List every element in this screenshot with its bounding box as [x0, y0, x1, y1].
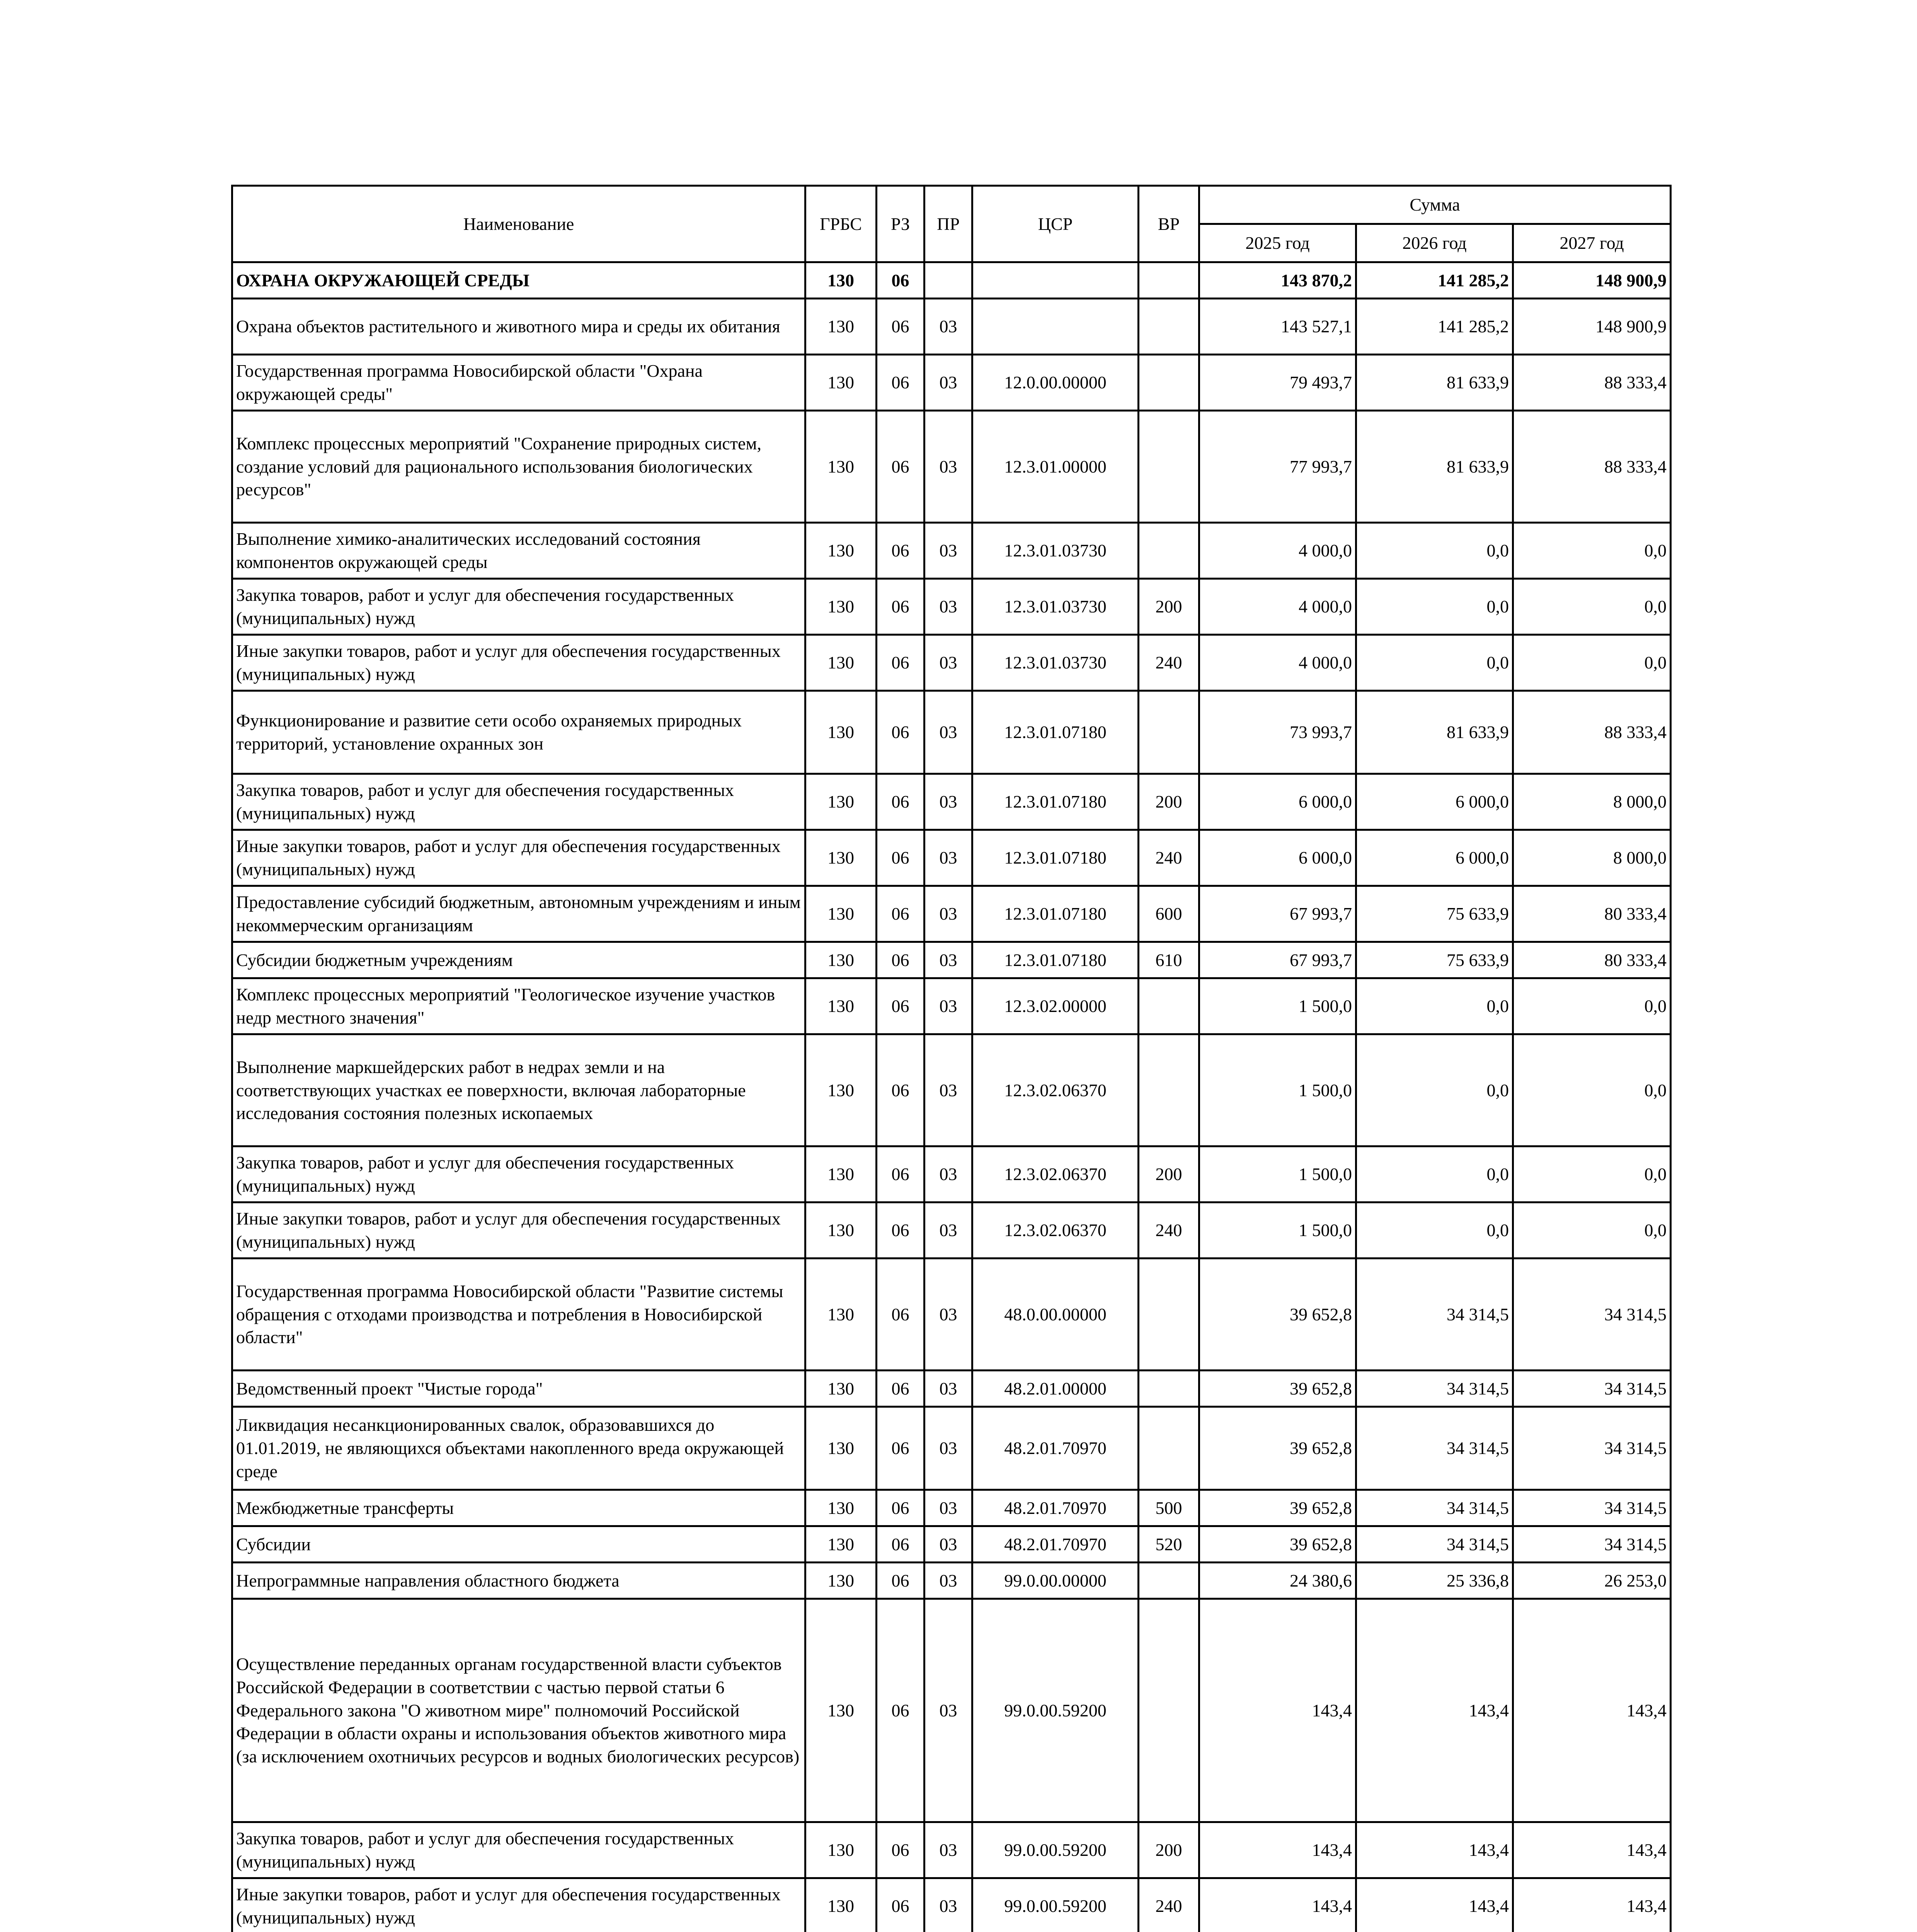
cell-sum-2027: 148 900,9 — [1513, 262, 1671, 299]
cell-csr: 99.0.00.59200 — [972, 1599, 1139, 1822]
cell-pr: 03 — [924, 1202, 972, 1259]
cell-sum-2025: 39 652,8 — [1199, 1407, 1356, 1490]
table-row — [232, 1371, 1671, 1407]
table-row — [232, 1878, 1671, 1932]
cell-rz: 06 — [877, 942, 924, 978]
table-row — [232, 262, 1671, 299]
cell-grbs: 130 — [805, 1563, 877, 1599]
cell-name: Охрана объектов растительного и животного мира и среды их обитания — [232, 299, 805, 355]
cell-rz: 06 — [877, 355, 924, 411]
table-body — [232, 262, 1671, 1932]
cell-name: Субсидии бюджетным учреждениям — [232, 942, 805, 978]
table-header — [232, 186, 1671, 262]
cell-vr — [1139, 1371, 1199, 1407]
header-sum: Сумма — [1199, 186, 1671, 224]
table-row — [232, 1407, 1671, 1490]
cell-rz: 06 — [877, 830, 924, 886]
cell-rz: 06 — [877, 978, 924, 1034]
cell-sum-2026: 0,0 — [1356, 523, 1513, 579]
header-vr: ВР — [1139, 186, 1199, 262]
cell-name: Осуществление переданных органам государственной власти субъектов Российской Федерации в соответствии с частью первой статьи 6 Федерального закона "О животном мире" полномочий Российской Федерации в области охраны и использования объектов животного мира (за исключением охотничьих ресурсов и водных биологических ресурсов) — [232, 1599, 805, 1822]
cell-csr: 12.3.01.07180 — [972, 774, 1139, 830]
cell-sum-2026: 141 285,2 — [1356, 299, 1513, 355]
cell-rz: 06 — [877, 1371, 924, 1407]
cell-name: Государственная программа Новосибирской области "Развитие системы обращения с отходами производства и потребления в Новосибирской области" — [232, 1259, 805, 1371]
cell-grbs: 130 — [805, 978, 877, 1034]
cell-sum-2026: 0,0 — [1356, 1034, 1513, 1146]
cell-grbs: 130 — [805, 411, 877, 523]
cell-sum-2025: 39 652,8 — [1199, 1259, 1356, 1371]
cell-grbs: 130 — [805, 523, 877, 579]
cell-name: Иные закупки товаров, работ и услуг для обеспечения государственных (муниципальных) нужд — [232, 1202, 805, 1259]
table-row — [232, 1202, 1671, 1259]
cell-sum-2025: 1 500,0 — [1199, 1146, 1356, 1202]
cell-sum-2026: 34 314,5 — [1356, 1526, 1513, 1563]
cell-vr: 200 — [1139, 1146, 1199, 1202]
header-rz: РЗ — [877, 186, 924, 262]
cell-grbs: 130 — [805, 774, 877, 830]
cell-rz: 06 — [877, 1407, 924, 1490]
cell-sum-2025: 143,4 — [1199, 1822, 1356, 1878]
cell-sum-2026: 6 000,0 — [1356, 830, 1513, 886]
cell-sum-2026: 81 633,9 — [1356, 355, 1513, 411]
cell-pr: 03 — [924, 1563, 972, 1599]
cell-vr: 240 — [1139, 635, 1199, 691]
cell-sum-2026: 34 314,5 — [1356, 1259, 1513, 1371]
table-row — [232, 1563, 1671, 1599]
cell-sum-2026: 0,0 — [1356, 579, 1513, 635]
cell-rz: 06 — [877, 1490, 924, 1526]
cell-sum-2025: 1 500,0 — [1199, 1034, 1356, 1146]
cell-sum-2027: 0,0 — [1513, 523, 1671, 579]
cell-pr: 03 — [924, 886, 972, 942]
cell-vr — [1139, 355, 1199, 411]
cell-name: Закупка товаров, работ и услуг для обеспечения государственных (муниципальных) нужд — [232, 1146, 805, 1202]
cell-grbs: 130 — [805, 1146, 877, 1202]
cell-sum-2027: 148 900,9 — [1513, 299, 1671, 355]
cell-vr: 200 — [1139, 774, 1199, 830]
header-pr: ПР — [924, 186, 972, 262]
cell-rz: 06 — [877, 579, 924, 635]
cell-pr: 03 — [924, 299, 972, 355]
cell-csr: 12.3.02.06370 — [972, 1146, 1139, 1202]
cell-pr — [924, 262, 972, 299]
cell-sum-2025: 143,4 — [1199, 1878, 1356, 1932]
cell-sum-2025: 1 500,0 — [1199, 978, 1356, 1034]
cell-sum-2027: 0,0 — [1513, 1146, 1671, 1202]
cell-vr — [1139, 1563, 1199, 1599]
cell-rz: 06 — [877, 886, 924, 942]
cell-rz: 06 — [877, 1878, 924, 1932]
cell-grbs: 130 — [805, 579, 877, 635]
cell-name: Функционирование и развитие сети особо охраняемых природных территорий, установление охранных зон — [232, 691, 805, 774]
cell-vr — [1139, 978, 1199, 1034]
cell-pr: 03 — [924, 1034, 972, 1146]
cell-vr: 500 — [1139, 1490, 1199, 1526]
cell-sum-2026: 75 633,9 — [1356, 942, 1513, 978]
table-row — [232, 978, 1671, 1034]
cell-csr: 48.2.01.70970 — [972, 1407, 1139, 1490]
cell-grbs: 130 — [805, 691, 877, 774]
cell-sum-2025: 24 380,6 — [1199, 1563, 1356, 1599]
cell-sum-2025: 6 000,0 — [1199, 774, 1356, 830]
cell-rz: 06 — [877, 1526, 924, 1563]
cell-rz: 06 — [877, 1146, 924, 1202]
cell-sum-2027: 34 314,5 — [1513, 1407, 1671, 1490]
cell-sum-2025: 4 000,0 — [1199, 635, 1356, 691]
cell-sum-2025: 4 000,0 — [1199, 523, 1356, 579]
cell-grbs: 130 — [805, 262, 877, 299]
cell-vr: 200 — [1139, 579, 1199, 635]
cell-sum-2027: 34 314,5 — [1513, 1526, 1671, 1563]
cell-grbs: 130 — [805, 1034, 877, 1146]
cell-sum-2025: 39 652,8 — [1199, 1490, 1356, 1526]
table-row — [232, 1490, 1671, 1526]
cell-csr: 12.3.01.03730 — [972, 579, 1139, 635]
cell-sum-2025: 39 652,8 — [1199, 1526, 1356, 1563]
cell-rz: 06 — [877, 1259, 924, 1371]
cell-sum-2027: 88 333,4 — [1513, 355, 1671, 411]
cell-sum-2026: 34 314,5 — [1356, 1490, 1513, 1526]
cell-name: Закупка товаров, работ и услуг для обеспечения государственных (муниципальных) нужд — [232, 774, 805, 830]
cell-sum-2027: 143,4 — [1513, 1878, 1671, 1932]
table-row — [232, 411, 1671, 523]
cell-vr — [1139, 262, 1199, 299]
cell-name: Иные закупки товаров, работ и услуг для обеспечения государственных (муниципальных) нужд — [232, 635, 805, 691]
cell-sum-2027: 80 333,4 — [1513, 942, 1671, 978]
header-name: Наименование — [232, 186, 805, 262]
cell-sum-2027: 0,0 — [1513, 1202, 1671, 1259]
cell-rz: 06 — [877, 774, 924, 830]
table-row — [232, 635, 1671, 691]
cell-pr: 03 — [924, 1599, 972, 1822]
cell-grbs: 130 — [805, 830, 877, 886]
cell-csr: 48.0.00.00000 — [972, 1259, 1139, 1371]
cell-name: Выполнение маркшейдерских работ в недрах земли и на соответствующих участках ее поверхности, включая лабораторные исследования состояния полезных ископаемых — [232, 1034, 805, 1146]
cell-vr — [1139, 299, 1199, 355]
cell-sum-2027: 143,4 — [1513, 1599, 1671, 1822]
header-year-2025: 2025 год — [1199, 224, 1356, 262]
cell-sum-2026: 34 314,5 — [1356, 1407, 1513, 1490]
table-row — [232, 523, 1671, 579]
cell-grbs: 130 — [805, 1878, 877, 1932]
cell-sum-2026: 34 314,5 — [1356, 1371, 1513, 1407]
table-row — [232, 355, 1671, 411]
cell-sum-2027: 143,4 — [1513, 1822, 1671, 1878]
cell-sum-2027: 0,0 — [1513, 978, 1671, 1034]
cell-sum-2026: 75 633,9 — [1356, 886, 1513, 942]
cell-rz: 06 — [877, 523, 924, 579]
cell-vr — [1139, 1259, 1199, 1371]
cell-sum-2026: 0,0 — [1356, 1202, 1513, 1259]
cell-sum-2026: 81 633,9 — [1356, 691, 1513, 774]
cell-name: ОХРАНА ОКРУЖАЮЩЕЙ СРЕДЫ — [232, 262, 805, 299]
cell-sum-2027: 8 000,0 — [1513, 774, 1671, 830]
cell-vr — [1139, 1034, 1199, 1146]
cell-rz: 06 — [877, 299, 924, 355]
cell-grbs: 130 — [805, 1407, 877, 1490]
cell-csr: 12.3.01.03730 — [972, 635, 1139, 691]
cell-pr: 03 — [924, 691, 972, 774]
cell-vr — [1139, 411, 1199, 523]
cell-sum-2026: 143,4 — [1356, 1822, 1513, 1878]
cell-csr: 48.2.01.00000 — [972, 1371, 1139, 1407]
table-row — [232, 830, 1671, 886]
cell-name: Выполнение химико-аналитических исследований состояния компонентов окружающей среды — [232, 523, 805, 579]
cell-vr: 240 — [1139, 1202, 1199, 1259]
cell-name: Закупка товаров, работ и услуг для обеспечения государственных (муниципальных) нужд — [232, 1822, 805, 1878]
cell-csr: 12.0.00.00000 — [972, 355, 1139, 411]
cell-sum-2027: 8 000,0 — [1513, 830, 1671, 886]
cell-csr: 12.3.02.06370 — [972, 1034, 1139, 1146]
cell-name: Ведомственный проект "Чистые города" — [232, 1371, 805, 1407]
cell-sum-2025: 143 527,1 — [1199, 299, 1356, 355]
table-row — [232, 942, 1671, 978]
cell-vr: 610 — [1139, 942, 1199, 978]
cell-csr: 12.3.02.06370 — [972, 1202, 1139, 1259]
table-row — [232, 1259, 1671, 1371]
cell-pr: 03 — [924, 355, 972, 411]
cell-csr: 12.3.01.03730 — [972, 523, 1139, 579]
cell-vr: 200 — [1139, 1822, 1199, 1878]
cell-grbs: 130 — [805, 1526, 877, 1563]
cell-pr: 03 — [924, 1878, 972, 1932]
cell-pr: 03 — [924, 1490, 972, 1526]
table-row — [232, 1822, 1671, 1878]
cell-sum-2025: 39 652,8 — [1199, 1371, 1356, 1407]
cell-rz: 06 — [877, 1034, 924, 1146]
cell-sum-2026: 0,0 — [1356, 635, 1513, 691]
table-row — [232, 1034, 1671, 1146]
cell-csr: 99.0.00.59200 — [972, 1822, 1139, 1878]
cell-pr: 03 — [924, 830, 972, 886]
cell-pr: 03 — [924, 1526, 972, 1563]
cell-sum-2027: 26 253,0 — [1513, 1563, 1671, 1599]
cell-csr: 99.0.00.59200 — [972, 1878, 1139, 1932]
table-row — [232, 886, 1671, 942]
cell-sum-2025: 143 870,2 — [1199, 262, 1356, 299]
table-row — [232, 1146, 1671, 1202]
cell-rz: 06 — [877, 691, 924, 774]
cell-sum-2026: 143,4 — [1356, 1878, 1513, 1932]
cell-pr: 03 — [924, 1259, 972, 1371]
cell-sum-2027: 0,0 — [1513, 635, 1671, 691]
cell-sum-2026: 0,0 — [1356, 1146, 1513, 1202]
cell-grbs: 130 — [805, 1490, 877, 1526]
cell-name: Комплекс процессных мероприятий "Геологическое изучение участков недр местного значения" — [232, 978, 805, 1034]
cell-name: Ликвидация несанкционированных свалок, образовавшихся до 01.01.2019, не являющихся объектами накопленного вреда окружающей среде — [232, 1407, 805, 1490]
cell-grbs: 130 — [805, 942, 877, 978]
cell-sum-2026: 6 000,0 — [1356, 774, 1513, 830]
cell-sum-2027: 88 333,4 — [1513, 691, 1671, 774]
cell-vr — [1139, 691, 1199, 774]
cell-grbs: 130 — [805, 1202, 877, 1259]
cell-vr: 600 — [1139, 886, 1199, 942]
cell-sum-2025: 4 000,0 — [1199, 579, 1356, 635]
cell-pr: 03 — [924, 411, 972, 523]
cell-rz: 06 — [877, 262, 924, 299]
cell-csr: 12.3.01.07180 — [972, 691, 1139, 774]
table-row — [232, 774, 1671, 830]
cell-pr: 03 — [924, 1822, 972, 1878]
cell-csr: 99.0.00.00000 — [972, 1563, 1139, 1599]
cell-sum-2027: 80 333,4 — [1513, 886, 1671, 942]
cell-rz: 06 — [877, 1822, 924, 1878]
cell-sum-2025: 73 993,7 — [1199, 691, 1356, 774]
cell-grbs: 130 — [805, 299, 877, 355]
cell-sum-2026: 81 633,9 — [1356, 411, 1513, 523]
table-row — [232, 1599, 1671, 1822]
cell-pr: 03 — [924, 523, 972, 579]
cell-sum-2027: 34 314,5 — [1513, 1371, 1671, 1407]
cell-sum-2027: 0,0 — [1513, 579, 1671, 635]
cell-rz: 06 — [877, 635, 924, 691]
cell-pr: 03 — [924, 978, 972, 1034]
cell-sum-2027: 34 314,5 — [1513, 1259, 1671, 1371]
cell-name: Закупка товаров, работ и услуг для обеспечения государственных (муниципальных) нужд — [232, 579, 805, 635]
cell-name: Предоставление субсидий бюджетным, автономным учреждениям и иным некоммерческим организациям — [232, 886, 805, 942]
cell-rz: 06 — [877, 1599, 924, 1822]
cell-vr — [1139, 523, 1199, 579]
cell-vr: 520 — [1139, 1526, 1199, 1563]
cell-pr: 03 — [924, 942, 972, 978]
cell-sum-2026: 0,0 — [1356, 978, 1513, 1034]
cell-pr: 03 — [924, 1407, 972, 1490]
cell-sum-2027: 88 333,4 — [1513, 411, 1671, 523]
cell-name: Субсидии — [232, 1526, 805, 1563]
cell-csr: 48.2.01.70970 — [972, 1490, 1139, 1526]
cell-csr: 48.2.01.70970 — [972, 1526, 1139, 1563]
cell-grbs: 130 — [805, 886, 877, 942]
cell-csr: 12.3.02.00000 — [972, 978, 1139, 1034]
cell-sum-2025: 77 993,7 — [1199, 411, 1356, 523]
cell-name: Непрограммные направления областного бюджета — [232, 1563, 805, 1599]
cell-vr: 240 — [1139, 1878, 1199, 1932]
cell-sum-2027: 34 314,5 — [1513, 1490, 1671, 1526]
cell-grbs: 130 — [805, 1371, 877, 1407]
header-year-2026: 2026 год — [1356, 224, 1513, 262]
table-row — [232, 1526, 1671, 1563]
cell-vr — [1139, 1407, 1199, 1490]
cell-sum-2025: 1 500,0 — [1199, 1202, 1356, 1259]
cell-sum-2025: 67 993,7 — [1199, 886, 1356, 942]
cell-csr: 12.3.01.07180 — [972, 942, 1139, 978]
cell-vr: 240 — [1139, 830, 1199, 886]
cell-pr: 03 — [924, 635, 972, 691]
table-row — [232, 579, 1671, 635]
cell-grbs: 130 — [805, 635, 877, 691]
cell-pr: 03 — [924, 1146, 972, 1202]
cell-sum-2025: 79 493,7 — [1199, 355, 1356, 411]
cell-grbs: 130 — [805, 1599, 877, 1822]
cell-rz: 06 — [877, 1202, 924, 1259]
budget-table — [231, 185, 1672, 1932]
cell-grbs: 130 — [805, 355, 877, 411]
cell-name: Межбюджетные трансферты — [232, 1490, 805, 1526]
cell-rz: 06 — [877, 1563, 924, 1599]
cell-name: Иные закупки товаров, работ и услуг для обеспечения государственных (муниципальных) нужд — [232, 1878, 805, 1932]
cell-grbs: 130 — [805, 1822, 877, 1878]
cell-sum-2025: 143,4 — [1199, 1599, 1356, 1822]
table-row — [232, 691, 1671, 774]
cell-vr — [1139, 1599, 1199, 1822]
table-row — [232, 299, 1671, 355]
cell-pr: 03 — [924, 579, 972, 635]
cell-sum-2025: 6 000,0 — [1199, 830, 1356, 886]
cell-rz: 06 — [877, 411, 924, 523]
cell-grbs: 130 — [805, 1259, 877, 1371]
cell-sum-2027: 0,0 — [1513, 1034, 1671, 1146]
cell-csr: 12.3.01.07180 — [972, 830, 1139, 886]
header-csr: ЦСР — [972, 186, 1139, 262]
cell-csr — [972, 262, 1139, 299]
cell-csr: 12.3.01.00000 — [972, 411, 1139, 523]
header-grbs: ГРБС — [805, 186, 877, 262]
cell-csr — [972, 299, 1139, 355]
cell-name: Комплекс процессных мероприятий "Сохранение природных систем, создание условий для рационального использования биологических ресурсов" — [232, 411, 805, 523]
cell-sum-2026: 141 285,2 — [1356, 262, 1513, 299]
cell-name: Иные закупки товаров, работ и услуг для обеспечения государственных (муниципальных) нужд — [232, 830, 805, 886]
cell-sum-2026: 143,4 — [1356, 1599, 1513, 1822]
cell-sum-2025: 67 993,7 — [1199, 942, 1356, 978]
cell-csr: 12.3.01.07180 — [972, 886, 1139, 942]
cell-pr: 03 — [924, 774, 972, 830]
header-year-2027: 2027 год — [1513, 224, 1671, 262]
cell-sum-2026: 25 336,8 — [1356, 1563, 1513, 1599]
cell-pr: 03 — [924, 1371, 972, 1407]
cell-name: Государственная программа Новосибирской области "Охрана окружающей среды" — [232, 355, 805, 411]
